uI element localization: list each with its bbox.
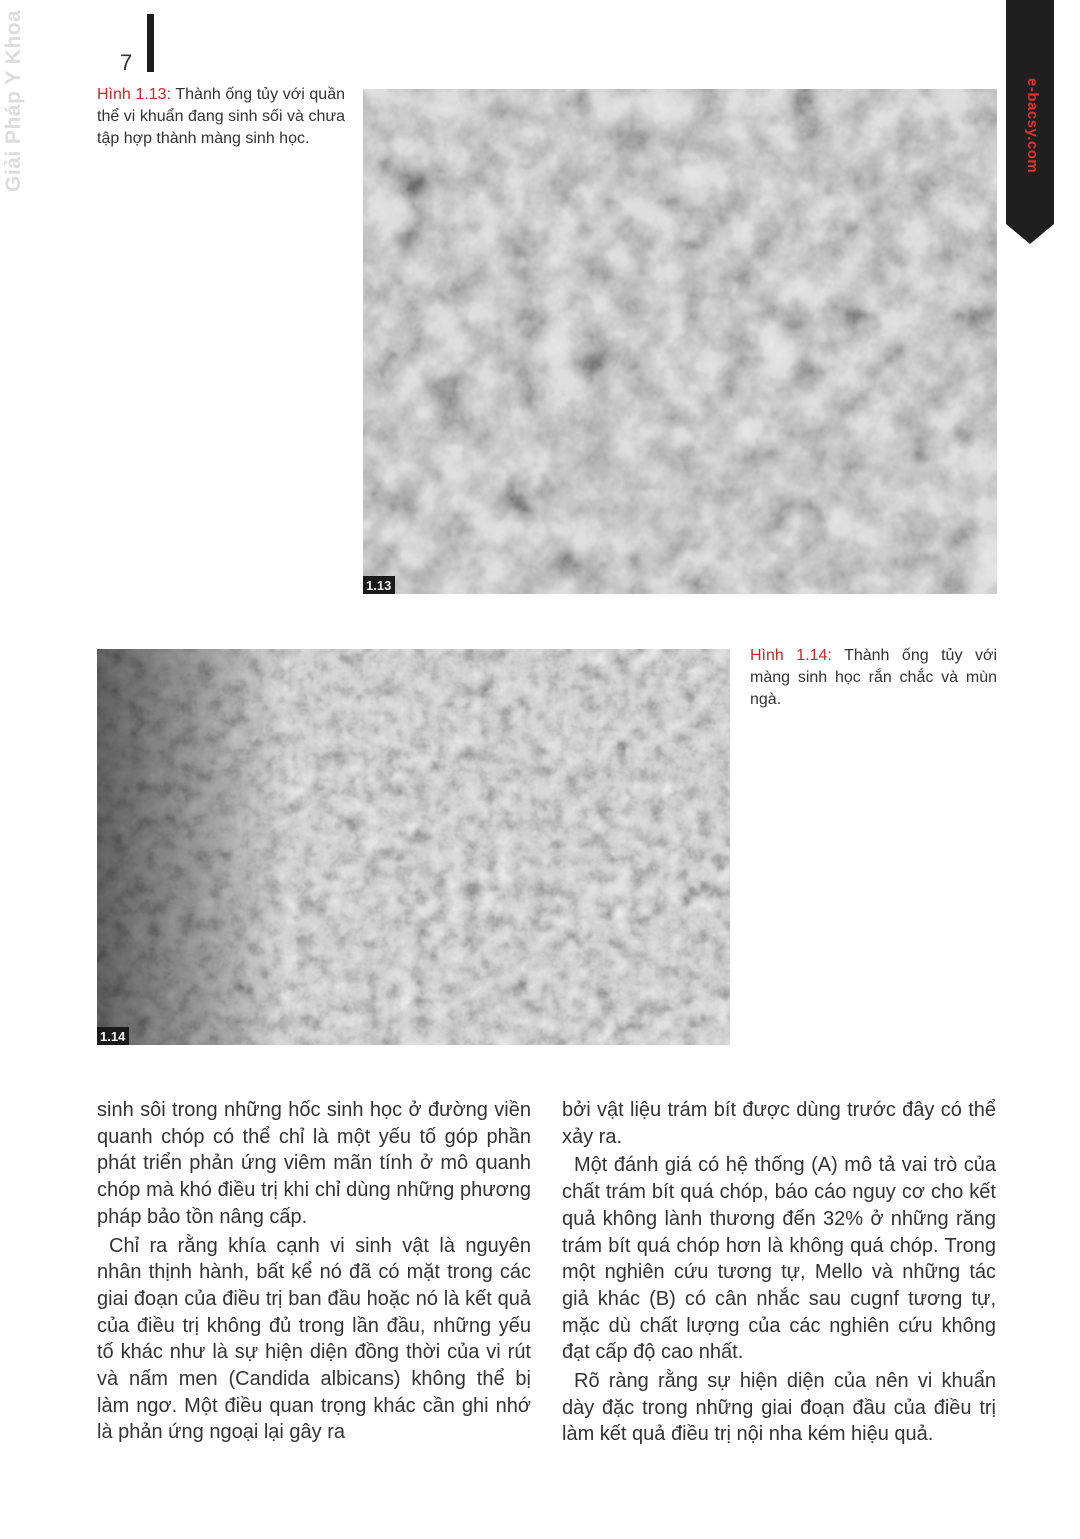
site-ribbon[interactable] <box>1006 0 1054 246</box>
page-number-bar <box>147 14 154 72</box>
figure-tag: 1.13 <box>363 576 395 594</box>
figure-label: Hình 1.14: <box>750 647 832 664</box>
body-paragraph: Một đánh giá có hệ thống (A) mô tả vai trò của chất trám bít quá chóp, báo cáo nguy cơ cho kết quả không lành thương đến 32% ở những răng trám bít quá chóp hơn là không quá chóp. Trong một nghiên cứu tương tự, Mello và những tác giả khác (B) có cân nhắc sau cugnf tương tự, mặc dù chất lượng của các nghiên cứu không đạt cấp độ cao nhất. <box>562 1154 996 1364</box>
body-paragraph: sinh sôi trong những hốc sinh học ở đường viền quanh chóp có thể chỉ là một yếu tố góp phần phát triển phản ứng viêm mãn tính ở mô quanh chóp mà khó điều trị khi chỉ dùng những phương pháp bảo tồn nâng cấp. <box>97 1099 531 1228</box>
caption-text: Thành ống tủy với quần thể vi khuẩn đang sinh sối và chưa tập hợp thành màng sinh học. <box>97 86 346 147</box>
body-column-left <box>97 1097 531 1446</box>
biofilm-image <box>97 649 730 1045</box>
book-side-title: Giải Pháp Y Khoa <box>2 10 25 193</box>
figure-1-13-micrograph <box>363 89 997 594</box>
porous-dentin-image <box>363 89 997 594</box>
figure-label: Hình 1.13: <box>97 86 172 103</box>
figure-1-14-micrograph <box>97 649 730 1045</box>
page-number: 7 <box>120 50 133 75</box>
caption-text: Thành ống tủy với màng sinh học rắn chắc và mùn ngà. <box>750 647 997 708</box>
site-url[interactable]: e-bacsy.com <box>1024 78 1041 174</box>
figure-caption-1-13 <box>97 84 345 150</box>
body-paragraph: Rõ ràng rằng sự hiện diện của nên vi khuẩn dày đặc trong những giai đoạn đầu của điều trị làm kết quả điều trị nội nha kém hiệu quả. <box>562 1370 996 1446</box>
figure-caption-1-14 <box>750 645 997 711</box>
figure-tag: 1.14 <box>97 1027 129 1045</box>
body-paragraph: Chỉ ra rằng khía cạnh vi sinh vật là nguyên nhân thịnh hành, bất kể nó đã có mặt trong các giai đoạn của điều trị ban đầu hoặc nó là kết quả của điều trị không đủ trong lần đầu, những yếu tố khác như là sự hiện diện đồng thời của vi rút và nấm men (Candida albicans) không thể bị làm ngơ. Một điều quan trọng khác cần ghi nhớ là phản ứng ngoại lại gây ra <box>97 1234 531 1444</box>
body-paragraph: bởi vật liệu trám bít được dùng trước đây có thể xảy ra. <box>562 1099 996 1148</box>
body-column-right <box>562 1097 996 1448</box>
